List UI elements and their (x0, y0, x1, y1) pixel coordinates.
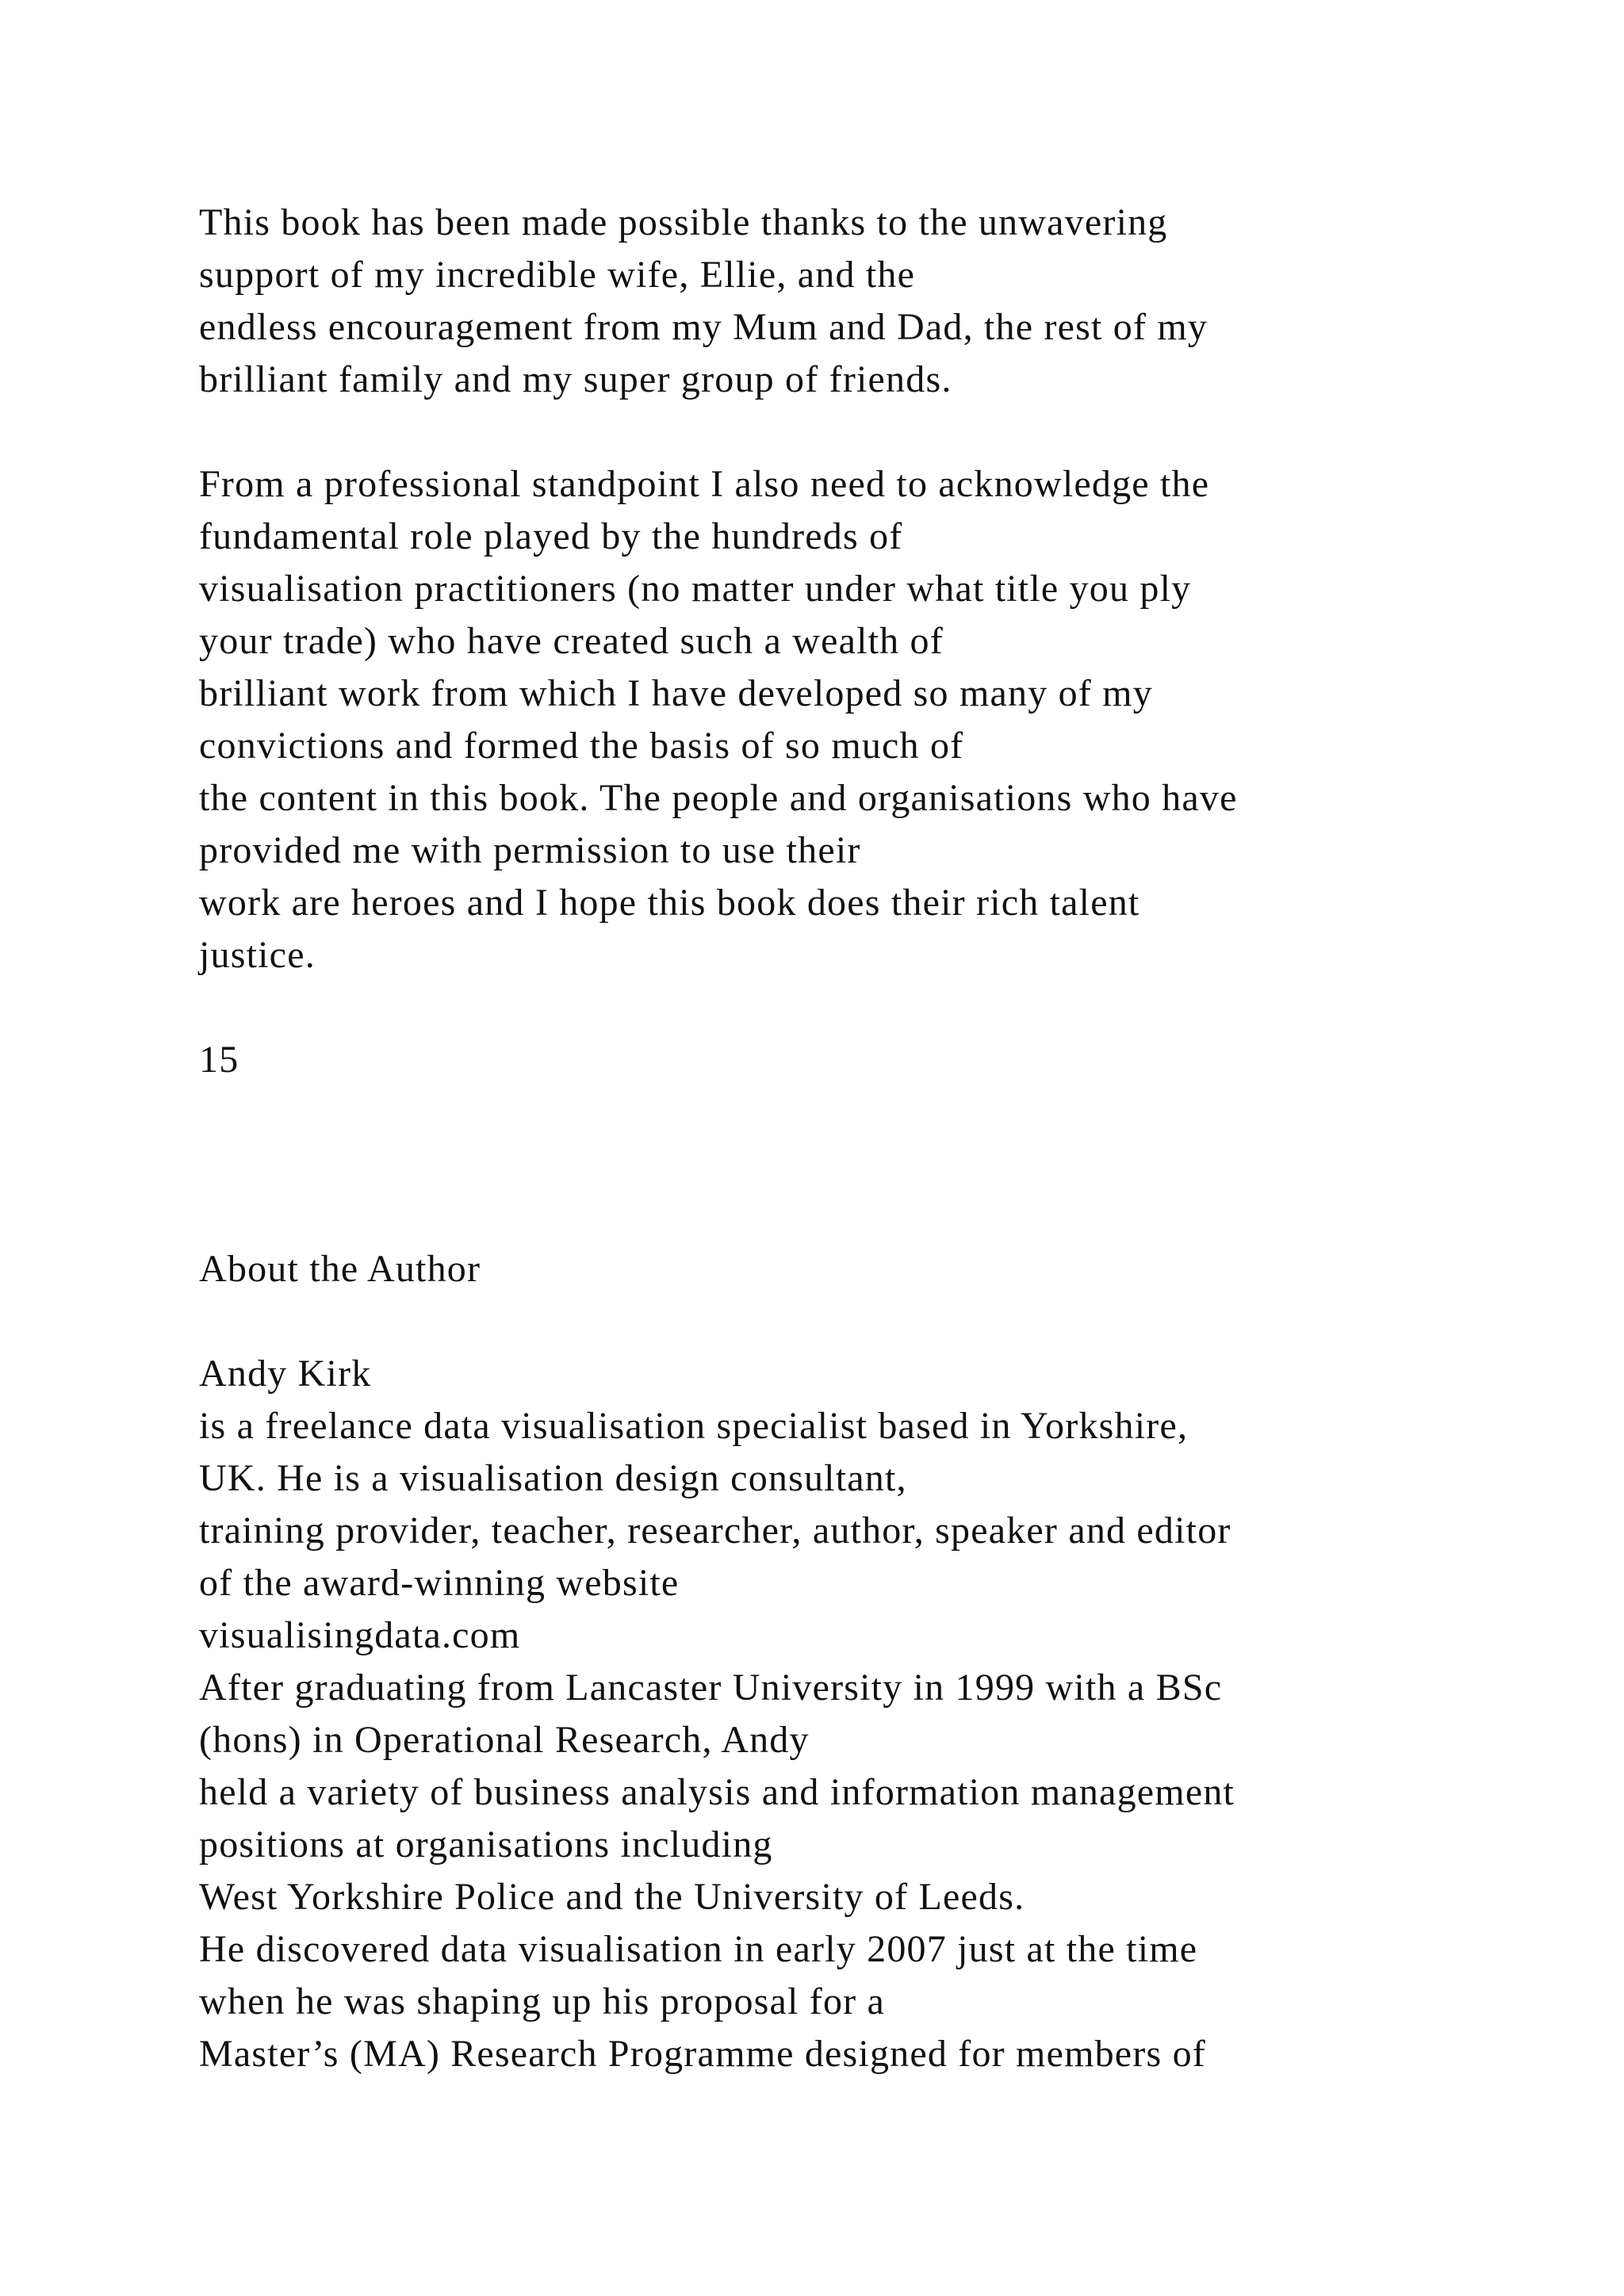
acknowledgements-paragraph (199, 197, 1507, 406)
text-line: provided me with permission to use their (199, 829, 861, 871)
page-number-text: 15 (199, 1039, 239, 1081)
text-line: brilliant family and my super group of friends. (199, 358, 952, 400)
page-number (199, 1034, 1507, 1086)
text-line: He discovered data visualisation in early 2007 just at the time (199, 1928, 1198, 1970)
text-line: visualisingdata.com (199, 1614, 521, 1656)
text-line: is a freelance data visualisation specialist based in Yorkshire, (199, 1405, 1189, 1447)
text-line: when he was shaping up his proposal for a (199, 1980, 886, 2022)
text-line: West Yorkshire Police and the University of Leeds. (199, 1876, 1025, 1918)
text-line: After graduating from Lancaster University in 1999 with a BSc (199, 1667, 1223, 1709)
about-author-heading (199, 1243, 1507, 1295)
text-line: brilliant work from which I have developed so many of my (199, 672, 1153, 714)
text-line: positions at organisations including (199, 1823, 773, 1866)
text-line: support of my incredible wife, Ellie, and the (199, 254, 916, 296)
text-line: endless encouragement from my Mum and Dad, the rest of my (199, 306, 1208, 348)
text-line: visualisation practitioners (no matter under what title you ply (199, 568, 1192, 610)
text-line: fundamental role played by the hundreds of (199, 515, 903, 557)
text-line: convictions and formed the basis of so much of (199, 725, 964, 767)
text-line: your trade) who have created such a wealth of (199, 620, 944, 662)
text-line: (hons) in Operational Research, Andy (199, 1719, 810, 1761)
text-line: training provider, teacher, researcher, author, speaker and editor (199, 1510, 1231, 1552)
text-line: UK. He is a visualisation design consultant, (199, 1457, 907, 1499)
text-line: Andy Kirk (199, 1353, 372, 1395)
text-line: of the award-winning website (199, 1562, 680, 1604)
author-bio-paragraph (199, 1348, 1507, 2080)
text-line: justice. (199, 934, 316, 976)
section-heading: About the Author (199, 1248, 481, 1290)
text-line: work are heroes and I hope this book does their rich talent (199, 882, 1140, 924)
professional-acknowledgement-paragraph (199, 458, 1507, 982)
text-line: From a professional standpoint I also need to acknowledge the (199, 463, 1210, 505)
text-line: Master’s (MA) Research Programme designed for members of (199, 2033, 1206, 2075)
text-line: This book has been made possible thanks to the unwavering (199, 201, 1168, 243)
text-line: held a variety of business analysis and information management (199, 1771, 1235, 1813)
text-line: the content in this book. The people and organisations who have (199, 777, 1238, 819)
